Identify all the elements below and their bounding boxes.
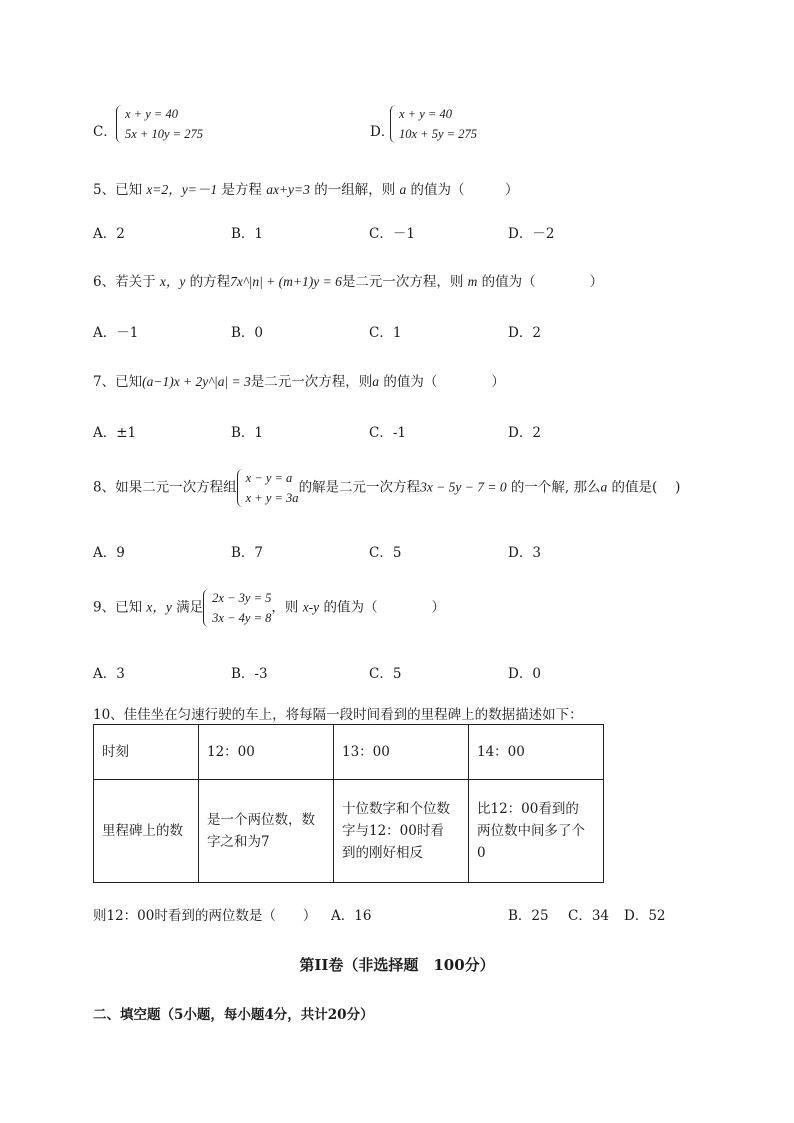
option-label: C． — [93, 124, 117, 140]
question-text: 满足 — [171, 599, 204, 616]
cell-line: 字之和为7 — [207, 834, 270, 850]
equation-line: x + y = 40 — [399, 107, 452, 121]
question-text: ，则 — [271, 599, 303, 616]
q10-option-c: C．34 — [568, 908, 610, 924]
table-row — [94, 780, 604, 883]
question-math: x-y — [302, 599, 320, 615]
table-header-cell: 13：00 — [334, 725, 469, 780]
question-6 — [93, 270, 603, 290]
q8-option-b: B．7 — [231, 545, 264, 561]
equation-line: 5x + 10y = 275 — [125, 127, 203, 141]
question-5 — [93, 178, 519, 198]
q6-option-c: C．1 — [369, 325, 402, 341]
cell-line: 十位数字和个位数 — [342, 801, 450, 817]
question-math: ax+y=3 — [266, 182, 310, 197]
table-cell — [199, 780, 334, 883]
q5-option-b: B．1 — [231, 226, 264, 242]
cell-line: 是一个两位数，数 — [207, 812, 315, 828]
question-text: 的值为（ ） — [406, 182, 519, 198]
question-7 — [93, 370, 505, 390]
table-header-cell: 12：00 — [199, 725, 334, 780]
equation-line: x − y = a — [245, 471, 293, 485]
question-text: 的值为（ ） — [379, 374, 505, 390]
q6-option-d: D．2 — [508, 325, 541, 341]
cell-line: 0 — [477, 845, 486, 861]
question-text: 的解是二元一次方程 — [298, 479, 421, 496]
question-equation: 7x^|n| + (m+1)y = 6 — [230, 274, 342, 289]
equation-line: 10x + 5y = 275 — [399, 127, 477, 141]
q9-option-a: A．3 — [93, 666, 125, 682]
equation-line: x + y = 40 — [125, 107, 178, 121]
milestone-table — [93, 724, 604, 883]
question-text: 7、已知 — [93, 374, 143, 390]
question-equation: 3x − 5y − 7 = 0 — [420, 479, 507, 495]
q7-option-c: C．-1 — [369, 425, 406, 441]
question-text: 是二元一次方程，则 — [250, 374, 373, 390]
question-text: 6、若关于 — [93, 274, 160, 290]
q10-option-b: B．25 — [508, 908, 549, 924]
question-9 — [93, 588, 445, 628]
question-text: 的一个解, 那么 — [506, 479, 601, 496]
brace-icon — [390, 105, 397, 143]
table-header-row — [94, 725, 604, 780]
table-cell — [334, 780, 469, 883]
q5-option-c: C．－1 — [369, 226, 415, 242]
equation-line: 2x − 3y = 5 — [212, 591, 272, 605]
table-row-label: 里程碑上的数 — [94, 780, 199, 883]
question-text: 的方程 — [185, 274, 231, 290]
question-text: 的一组解，则 — [309, 182, 400, 198]
q7-option-d: D．2 — [508, 425, 541, 441]
q8-option-c: C．5 — [369, 545, 402, 561]
section-title: 第II卷（非选择题 100分） — [299, 956, 495, 974]
q6-option-a: A．－1 — [93, 325, 139, 341]
question-math: x=2，y=－1 — [146, 182, 218, 197]
q7-option-b: B．1 — [231, 425, 264, 441]
option-label: D． — [370, 124, 395, 140]
question-text: 8、如果二元一次方程组 — [93, 479, 237, 496]
table-header-cell: 时刻 — [94, 725, 199, 780]
question-equation: (a−1)x + 2y^|a| = 3 — [142, 374, 251, 389]
question-math: x，y — [146, 599, 172, 615]
q9-option-b: B．-3 — [231, 666, 268, 682]
cell-line: 到的刚好相反 — [342, 845, 423, 861]
brace-icon — [203, 589, 210, 627]
question-math: a — [399, 182, 407, 197]
question-math: x，y — [159, 274, 186, 289]
table-cell — [469, 780, 604, 883]
cell-line: 比12：00看到的 — [477, 801, 579, 817]
section-subtitle: 二、填空题（5小题，每小题4分，共计20分） — [93, 1007, 374, 1023]
question-text: 是方程 — [217, 182, 267, 198]
equation-line: 3x − 4y = 8 — [212, 611, 272, 625]
question-8 — [93, 468, 680, 508]
q9-option-c: C．5 — [369, 666, 402, 682]
question-text: 9、已知 — [93, 599, 147, 616]
question-text: 5、已知 — [93, 182, 147, 198]
table-header-cell: 14：00 — [469, 725, 604, 780]
question-math: m — [467, 274, 478, 289]
q10-option-d: D．52 — [624, 908, 666, 924]
q10-option-a: A．16 — [331, 908, 372, 924]
equation-line: x + y = 3a — [245, 491, 299, 505]
brace-icon — [116, 105, 123, 143]
question-math: a — [372, 374, 380, 389]
q8-option-a: A．9 — [93, 545, 125, 561]
cell-line: 字与12：00时看 — [342, 823, 444, 839]
q5-option-a: A．2 — [93, 226, 125, 242]
q5-option-d: D．－2 — [508, 226, 555, 242]
q4-option-d-system — [390, 104, 477, 144]
brace-icon — [237, 469, 244, 507]
q6-option-b: B．0 — [231, 325, 264, 341]
question-text: 是二元一次方程，则 — [341, 274, 468, 290]
question-text: 的值为（ ） — [319, 599, 445, 616]
question-text: 的值为（ ） — [477, 274, 604, 290]
q4-option-c-system — [116, 104, 203, 144]
q7-option-a: A．±1 — [93, 425, 137, 441]
q8-option-d: D．3 — [508, 545, 541, 561]
q9-option-d: D．0 — [508, 666, 541, 682]
question-10: 10、佳佳坐在匀速行驶的车上，将每隔一段时间看到的里程碑上的数据描述如下： — [93, 707, 583, 723]
question-math: a — [600, 479, 608, 495]
question-text: 的值是( ) — [607, 479, 681, 496]
cell-line: 两位数中间多了个 — [477, 823, 585, 839]
q10-followup: 则12：00时看到的两位数是（ ） — [93, 908, 317, 924]
q4-option-c — [93, 120, 117, 140]
